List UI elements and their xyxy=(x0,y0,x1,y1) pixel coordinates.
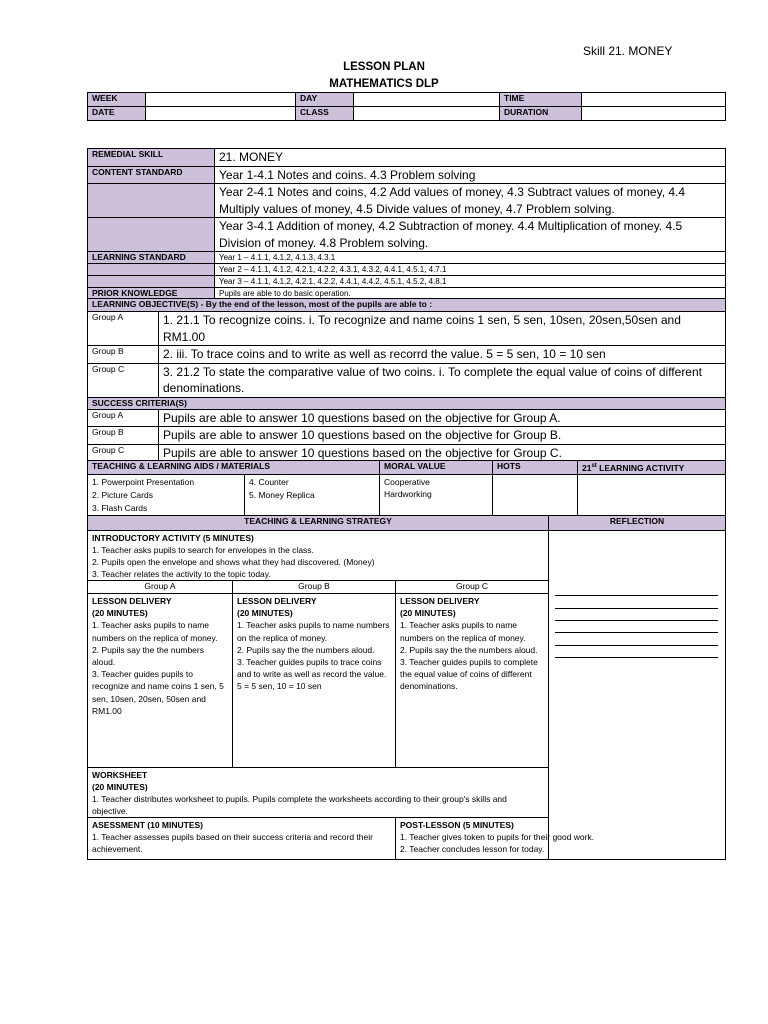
delivery-title: LESSON DELIVERY xyxy=(92,596,172,606)
objectives-table xyxy=(87,298,726,462)
info-table xyxy=(87,92,726,121)
success-group-b: Pupils are able to answer 10 questions based on the objective for Group B. xyxy=(159,427,726,445)
moral-header: MORAL VALUE xyxy=(380,461,493,475)
duration-label: DURATION xyxy=(500,107,582,121)
time-value[interactable] xyxy=(582,93,726,107)
strategy-header: TEACHING & LEARNING STRATEGY xyxy=(88,516,549,531)
learning-standard-year1: Year 1 – 4.1.1, 4.1.2, 4.1.3, 4.3.1 xyxy=(215,252,726,264)
worksheet-section xyxy=(88,768,549,818)
post-lesson-line: 2. Teacher concludes lesson for today. xyxy=(400,844,545,854)
duration-value[interactable] xyxy=(582,107,726,121)
assessment-section xyxy=(88,818,396,860)
class-label: CLASS xyxy=(296,107,354,121)
content-standard-year1: Year 1-4.1 Notes and coins. 4.3 Problem solving xyxy=(215,166,726,184)
reflection-header: REFLECTION xyxy=(549,516,726,531)
list-item: 5. Money Replica xyxy=(249,489,315,500)
intro-line: 2. Pupils open the envelope and shows what they had discovered. (Money) xyxy=(92,557,375,567)
day-label: DAY xyxy=(296,93,354,107)
content-standard-blank xyxy=(88,218,215,252)
remedial-value: 21. MONEY xyxy=(215,149,726,167)
reflection-line xyxy=(555,645,718,646)
list-item: 4. Counter xyxy=(249,476,289,487)
content-standard-year2: Year 2-4.1 Notes and coins, 4.2 Add values of money, 4.3 Subtract values of money, 4.4 Multiply values of money, 4.5 Divide values of money, 4.7 Problem solving. xyxy=(215,184,726,218)
list-item: 3. Flash Cards xyxy=(92,502,148,513)
objective-group-b-label: Group B xyxy=(88,346,159,364)
group-a-header: Group A xyxy=(88,581,233,594)
list-item: Cooperative xyxy=(384,476,430,487)
objective-group-a: 1. 21.1 To recognize coins. i. To recognize and name coins 1 sen, 5 sen, 10sen, 20sen,50sen and RM1.00 xyxy=(159,312,726,346)
standards-table xyxy=(87,148,726,300)
objective-group-c: 3. 21.2 To state the comparative value of two coins. i. To complete the equal value of coins of different denominations. xyxy=(159,363,726,397)
worksheet-title: WORKSHEET xyxy=(92,770,148,780)
worksheet-time: (20 MINUTES) xyxy=(92,782,148,792)
learning-standard-label: LEARNING STANDARD xyxy=(88,252,215,264)
worksheet-text: 1. Teacher distributes worksheet to pupils. Pupils complete the worksheets according to their group's skills and objective. xyxy=(92,794,507,816)
success-group-a-label: Group A xyxy=(88,409,159,427)
class-value[interactable] xyxy=(354,107,500,121)
delivery-title: LESSON DELIVERY xyxy=(400,596,480,606)
learning-standard-blank xyxy=(88,264,215,276)
post-lesson-line: 1. Teacher gives token to pupils for their good work. xyxy=(400,832,595,842)
post-lesson-section xyxy=(396,818,726,860)
hots-header: HOTS xyxy=(493,461,578,475)
hots-value xyxy=(493,474,578,516)
objective-header: LEARNING OBJECTIVE(S) - By the end of the lesson, most of the pupils are able to : xyxy=(88,299,726,312)
learning-standard-blank xyxy=(88,276,215,288)
list-item: 2. Picture Cards xyxy=(92,489,153,500)
reflection-line xyxy=(555,608,718,609)
reflection-line xyxy=(555,632,718,633)
learning-standard-year2: Year 2 – 4.1.1, 4.1.2, 4.2.1, 4.2.2, 4.3.1, 4.3.2, 4.4.1, 4.5.1, 4.7.1 xyxy=(215,264,726,276)
group-b-header: Group B xyxy=(233,581,396,594)
reflection-line xyxy=(555,620,718,621)
aids-table xyxy=(87,460,726,517)
delivery-time: (20 MINUTES) xyxy=(92,608,148,619)
aids-header: TEACHING & LEARNING AIDS / MATERIALS xyxy=(88,461,380,475)
objective-group-b: 2. iii. To trace coins and to write as well as recorrd the value. 5 = 5 sen, 10 = 10 sen xyxy=(159,346,726,364)
delivery-steps-a: 1. Teacher asks pupils to name numbers on the replica of money. 2. Pupils say the the numbers aloud. 3. Teacher guides pupils to recognize and name coins 1 sen, 5 sen, 10sen, 20sen, 50sen and RM1.00 xyxy=(92,620,224,716)
content-standard-blank xyxy=(88,184,215,218)
delivery-title: LESSON DELIVERY xyxy=(237,596,317,606)
week-value[interactable] xyxy=(146,93,296,107)
reflection-line xyxy=(555,595,718,596)
list-item: Hardworking xyxy=(384,488,432,499)
reflection-area[interactable] xyxy=(549,531,726,860)
moral-values xyxy=(380,474,493,516)
date-value[interactable] xyxy=(146,107,296,121)
delivery-steps-b: 1. Teacher asks pupils to name numbers on the replica of money. 2. Pupils say the the numbers aloud. 3. Teacher guides pupils to trace coins and to write as well as record the value. 5 = 5 sen, 10 = 10 sen xyxy=(237,620,390,692)
learning-activity-value xyxy=(578,474,726,516)
page-subtitle: MATHEMATICS DLP xyxy=(329,78,439,90)
week-label: WEEK xyxy=(88,93,146,107)
objective-group-a-label: Group A xyxy=(88,312,159,346)
delivery-time: (20 MINUTES) xyxy=(237,608,293,619)
success-group-c-label: Group C xyxy=(88,444,159,462)
assessment-text: 1. Teacher assesses pupils based on their success criteria and record their achievement. xyxy=(92,832,373,854)
time-label: TIME xyxy=(500,93,582,107)
page-title: LESSON PLAN xyxy=(343,61,425,73)
success-header: SUCCESS CRITERIA(S) xyxy=(88,397,726,409)
intro-title: INTRODUCTORY ACTIVITY (5 MINUTES) xyxy=(92,533,254,543)
delivery-steps-c: 1. Teacher asks pupils to name numbers on the replica of money. 2. Pupils say the the numbers aloud. 3. Teacher guides pupils to complete the equal value of coins of different denominations. xyxy=(400,620,538,692)
delivery-time: (20 MINUTES) xyxy=(400,608,456,619)
intro-activity xyxy=(88,531,549,581)
objective-group-c-label: Group C xyxy=(88,363,159,397)
delivery-group-c xyxy=(396,594,549,768)
intro-line: 3. Teacher relates the activity to the topic today. xyxy=(92,569,271,579)
content-standard-year3: Year 3-4.1 Addition of money, 4.2 Subtraction of money. 4.4 Multiplication of money. 4.5 Division of money. 4.8 Problem solving. xyxy=(215,218,726,252)
success-group-a: Pupils are able to answer 10 questions based on the objective for Group A. xyxy=(159,409,726,427)
learning-activity-header: 21st LEARNING ACTIVITY xyxy=(578,461,726,475)
prior-knowledge-label: PRIOR KNOWLEDGE xyxy=(88,288,215,300)
list-item: 1. Powerpoint Presentation xyxy=(92,476,195,487)
learning-standard-year3: Year 3 – 4.1.1, 4.1.2, 4.2.1, 4.2.2, 4.4.1, 4.4.2, 4.5.1, 4.5.2, 4.8.1 xyxy=(215,276,726,288)
post-lesson-title: POST-LESSON (5 MINUTES) xyxy=(400,820,514,830)
success-group-b-label: Group B xyxy=(88,427,159,445)
remedial-label: REMEDIAL SKILL xyxy=(88,149,215,167)
aids-list-1 xyxy=(88,474,245,516)
group-c-header: Group C xyxy=(396,581,549,594)
aids-list-2 xyxy=(245,474,380,516)
delivery-group-b xyxy=(233,594,396,768)
success-group-c: Pupils are able to answer 10 questions based on the objective for Group C. xyxy=(159,444,726,462)
delivery-group-a xyxy=(88,594,233,768)
content-standard-label: CONTENT STANDARD xyxy=(88,166,215,184)
intro-line: 1. Teacher asks pupils to search for envelopes in the class. xyxy=(92,545,314,555)
skill-label: Skill 21. MONEY xyxy=(583,44,673,58)
assessment-title: ASESSMENT (10 MINUTES) xyxy=(92,820,203,830)
day-value[interactable] xyxy=(354,93,500,107)
strategy-table xyxy=(87,515,726,860)
prior-knowledge-value: Pupils are able to do basic operation. xyxy=(215,288,726,300)
date-label: DATE xyxy=(88,107,146,121)
reflection-line xyxy=(555,657,718,658)
